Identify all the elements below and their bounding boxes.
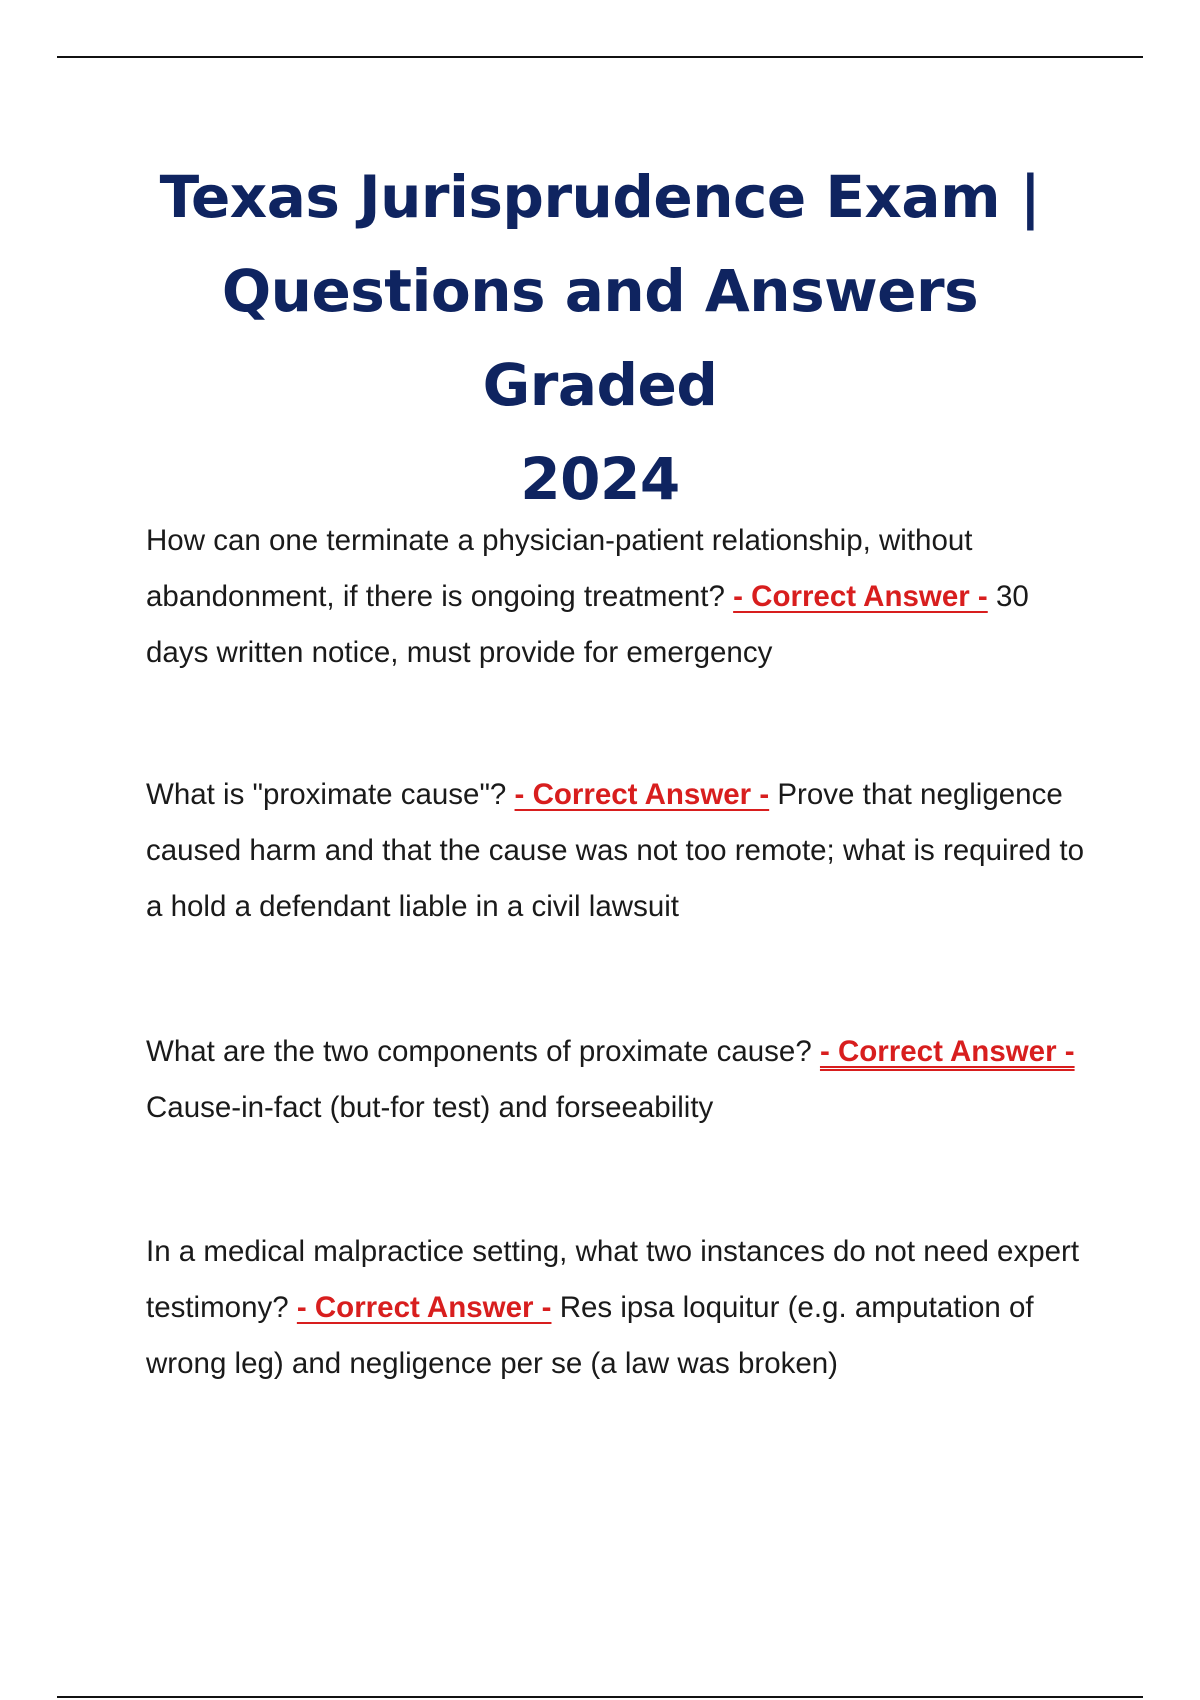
qa-item [146, 1024, 1086, 1136]
question-text: What are the two components of proximate cause? [146, 1035, 812, 1068]
title-line: Questions and Answers Graded [221, 257, 979, 419]
qa-item [146, 513, 1086, 681]
correct-answer-marker: - Correct Answer - [296, 1291, 552, 1324]
title-line: 2024 [520, 445, 680, 513]
qa-item [146, 767, 1086, 935]
correct-answer-marker: - Correct Answer - [819, 1035, 1075, 1068]
title-line: Texas Jurisprudence Exam | [159, 163, 1041, 231]
question-text: What is "proximate cause"? [146, 778, 507, 811]
answer-text: 30 days written notice, must provide for emergency [146, 580, 1029, 669]
answer-text: Prove that negligence caused harm and that the cause was not too remote; what is required to a hold a defendant liable in a civil lawsuit [146, 778, 1084, 923]
bottom-rule [57, 1696, 1143, 1698]
correct-answer-marker: - Correct Answer - [514, 778, 770, 811]
correct-answer-marker: - Correct Answer - [733, 580, 988, 613]
answer-text: Res ipsa loquitur (e.g. amputation of wrong leg) and negligence per se (a law was broken) [146, 1291, 1034, 1380]
document-title [100, 150, 1100, 526]
answer-text: Cause-in-fact (but-for test) and forseeability [146, 1091, 714, 1124]
qa-item [146, 1224, 1086, 1392]
question-text: How can one terminate a physician-patient relationship, without abandonment, if there is ongoing treatment? [146, 524, 973, 613]
question-text: In a medical malpractice setting, what two instances do not need expert testimony? [146, 1235, 1080, 1324]
top-rule [57, 56, 1143, 58]
